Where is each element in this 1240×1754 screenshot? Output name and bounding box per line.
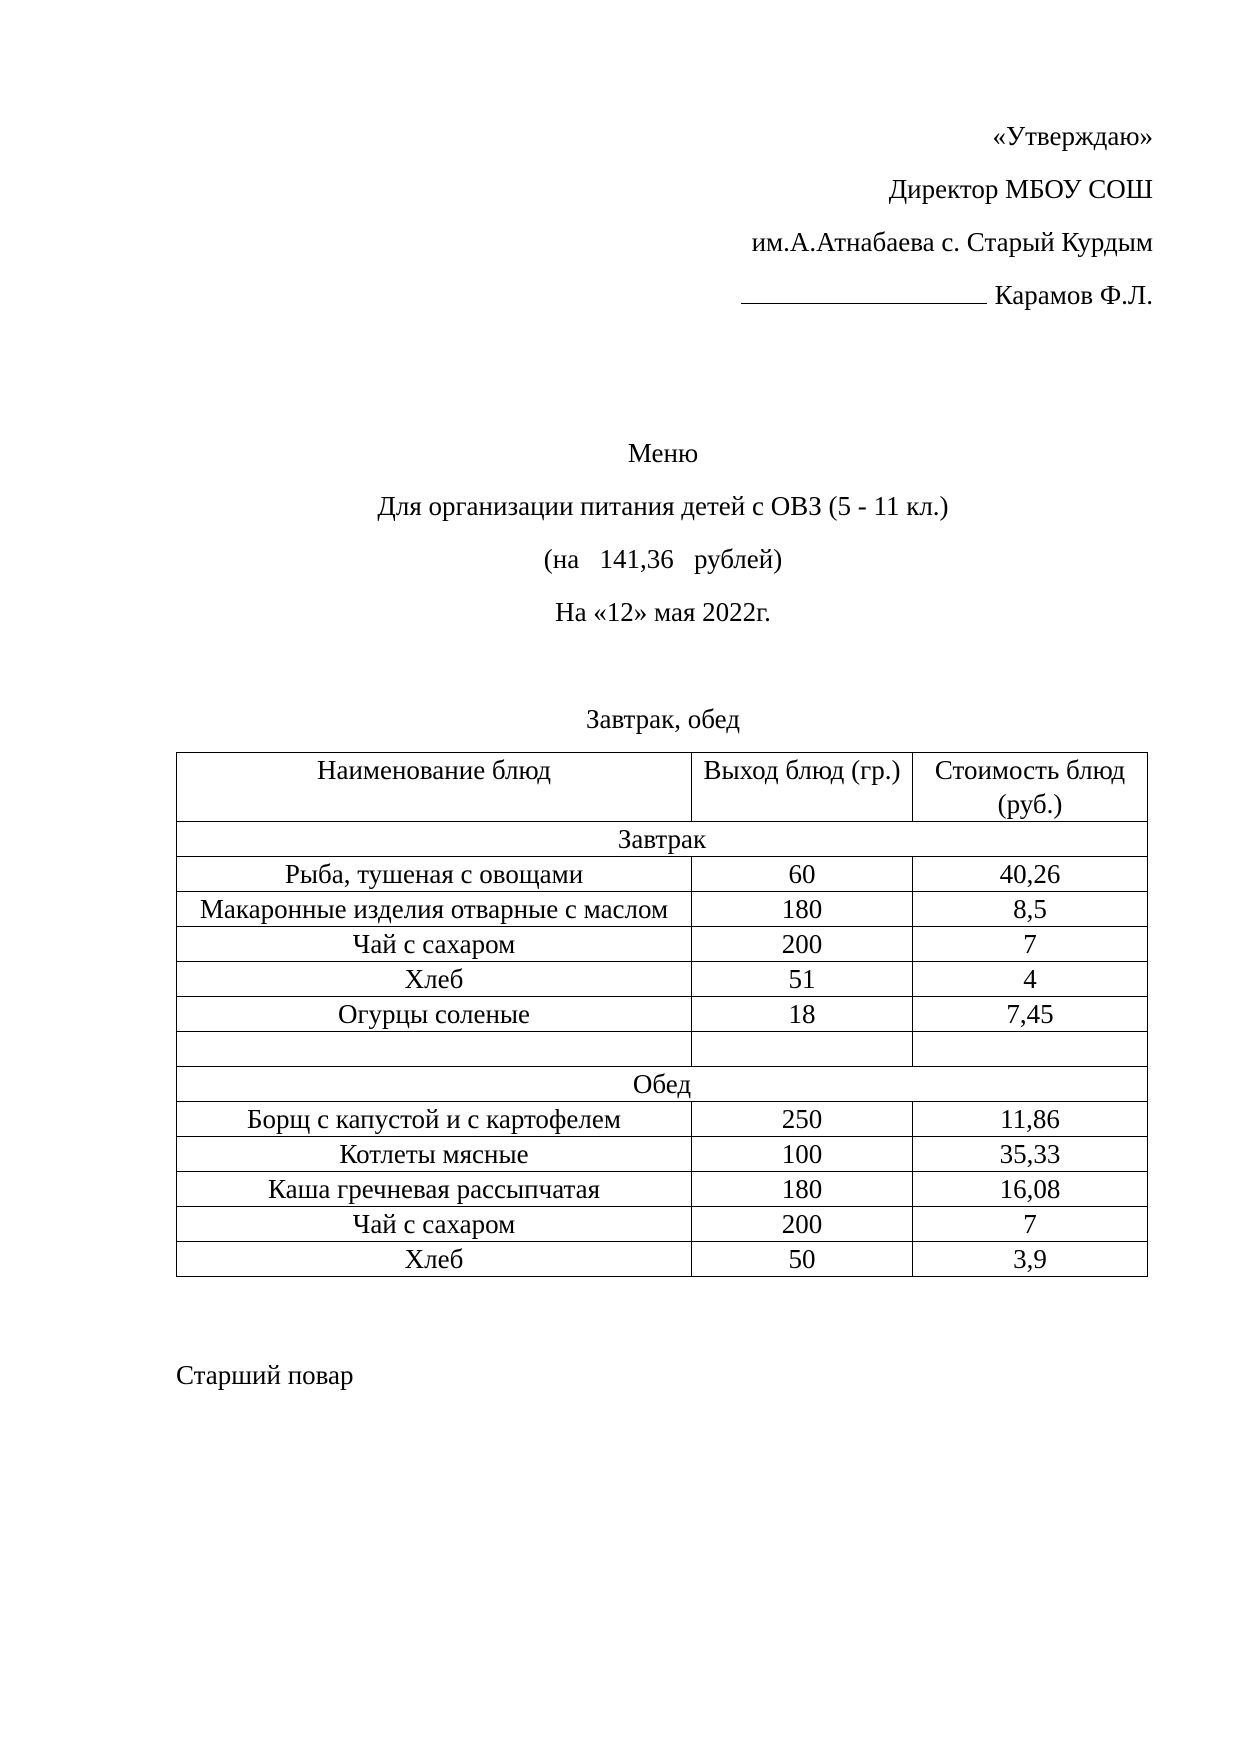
dish-name-cell: Чай с сахаром xyxy=(177,927,692,962)
document-titles xyxy=(0,427,1240,639)
approval-block xyxy=(741,110,1153,322)
dish-name-cell: Чай с сахаром xyxy=(177,1207,692,1242)
dish-cost-cell: 4 xyxy=(913,962,1148,997)
approval-position: Директор МБОУ СОШ xyxy=(888,174,1153,204)
table-row xyxy=(177,1032,1148,1067)
dish-output-cell: 180 xyxy=(692,892,913,927)
menu-table xyxy=(176,752,1148,1277)
table-row xyxy=(177,1137,1148,1172)
chef-signature: Старший повар xyxy=(176,1360,354,1390)
table-section-row xyxy=(177,822,1148,857)
table-section-row xyxy=(177,1067,1148,1102)
dish-name-cell: Борщ с капустой и с картофелем xyxy=(177,1102,692,1137)
approval-school: им.А.Атнабаева с. Старый Курдым xyxy=(751,227,1153,257)
signature-blank xyxy=(741,281,987,304)
menu-date: На «12» мая 2022г. xyxy=(555,597,771,627)
dish-output-cell: 18 xyxy=(692,997,913,1032)
dish-output-cell: 180 xyxy=(692,1172,913,1207)
menu-price: (на 141,36 рублей) xyxy=(543,544,783,574)
dish-output-cell: 200 xyxy=(692,1207,913,1242)
dish-name-cell: Каша гречневая рассыпчатая xyxy=(177,1172,692,1207)
header-dish-name: Наименование блюд xyxy=(177,753,692,822)
dish-name-cell xyxy=(177,1032,692,1067)
dish-name-cell: Хлеб xyxy=(177,1242,692,1277)
dish-name-cell: Огурцы соленые xyxy=(177,997,692,1032)
section-label: Обед xyxy=(177,1067,1148,1102)
section-label: Завтрак xyxy=(177,822,1148,857)
table-row xyxy=(177,892,1148,927)
approval-heading: «Утверждаю» xyxy=(992,121,1153,151)
dish-name-cell: Рыба, тушеная с овощами xyxy=(177,857,692,892)
table-row xyxy=(177,997,1148,1032)
header-cost: Стоимость блюд (руб.) xyxy=(913,753,1148,822)
table-row xyxy=(177,1172,1148,1207)
approval-signer: Карамов Ф.Л. xyxy=(994,280,1153,310)
table-row xyxy=(177,927,1148,962)
dish-cost-cell: 16,08 xyxy=(913,1172,1148,1207)
dish-cost-cell: 3,9 xyxy=(913,1242,1148,1277)
header-output: Выход блюд (гр.) xyxy=(692,753,913,822)
dish-name-cell: Макаронные изделия отварные с маслом xyxy=(177,892,692,927)
dish-output-cell: 50 xyxy=(692,1242,913,1277)
menu-subtitle: Для организации питания детей с ОВЗ (5 - 11 кл.) xyxy=(377,491,949,521)
section-title: Завтрак, обед xyxy=(585,704,741,734)
dish-cost-cell: 8,5 xyxy=(913,892,1148,927)
dish-cost-cell: 35,33 xyxy=(913,1137,1148,1172)
table-row xyxy=(177,1242,1148,1277)
dish-output-cell: 200 xyxy=(692,927,913,962)
table-header-row xyxy=(177,753,1148,822)
menu-title: Меню xyxy=(627,438,699,468)
dish-output-cell: 100 xyxy=(692,1137,913,1172)
table-row xyxy=(177,1207,1148,1242)
dish-cost-cell: 7 xyxy=(913,927,1148,962)
table-row xyxy=(177,1102,1148,1137)
dish-cost-cell: 7,45 xyxy=(913,997,1148,1032)
approval-signature-line xyxy=(741,269,1153,322)
menu-table-body xyxy=(177,753,1148,1277)
table-row xyxy=(177,962,1148,997)
dish-output-cell: 250 xyxy=(692,1102,913,1137)
dish-output-cell xyxy=(692,1032,913,1067)
dish-output-cell: 60 xyxy=(692,857,913,892)
table-row xyxy=(177,857,1148,892)
dish-cost-cell xyxy=(913,1032,1148,1067)
dish-cost-cell: 11,86 xyxy=(913,1102,1148,1137)
dish-name-cell: Котлеты мясные xyxy=(177,1137,692,1172)
dish-cost-cell: 7 xyxy=(913,1207,1148,1242)
dish-cost-cell: 40,26 xyxy=(913,857,1148,892)
dish-output-cell: 51 xyxy=(692,962,913,997)
dish-name-cell: Хлеб xyxy=(177,962,692,997)
